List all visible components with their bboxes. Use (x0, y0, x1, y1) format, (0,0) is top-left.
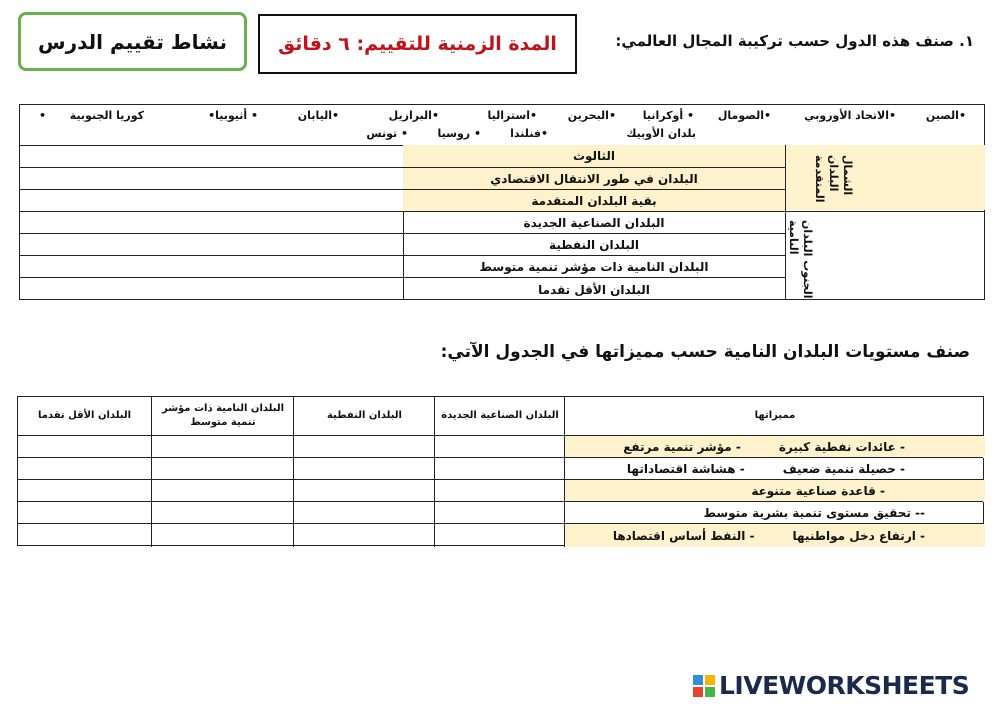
country-item[interactable]: كوريا الجنوبية (69, 109, 144, 122)
country-item[interactable]: • تونس (366, 127, 408, 140)
classification-table (19, 104, 985, 300)
liveworksheets-logo (693, 671, 969, 700)
header-new-industrial: البلدان الصناعية الجديدة (434, 397, 565, 435)
country-item[interactable]: •البرازيل (388, 109, 439, 122)
feature-item[interactable]: - قاعدة صناعية متنوعة (565, 480, 985, 502)
lesson-title: نشاط تقييم الدرس (37, 29, 227, 54)
category-row: البلدان الأقل تقدما (403, 277, 785, 301)
header-features: مميزاتها (564, 397, 985, 435)
group-north-label: الشمال البلدان المتقدمة (813, 155, 854, 203)
table-row (18, 457, 983, 480)
group-south (786, 211, 985, 301)
table-row (18, 501, 983, 524)
drop-zone[interactable] (20, 145, 403, 167)
category-row: الثالوث (403, 145, 785, 167)
group-south-label: الجنوب البلدان النامية (787, 220, 814, 299)
feature-item[interactable]: - عائدات نفطية كبيرة - مؤشر تنمية مرتفع (565, 436, 985, 458)
lesson-title-box (18, 12, 247, 71)
question-2: صنف مستويات البلدان النامية حسب مميزاتها في الجدول الآتي: (440, 342, 970, 362)
drop-zone[interactable] (20, 167, 403, 190)
logo-text: LIVEWORKSHEETS (719, 671, 970, 700)
country-item[interactable]: •البحرين (567, 109, 616, 122)
country-item[interactable]: • أوكرانيا (642, 109, 694, 122)
country-item[interactable]: •الصين (925, 109, 966, 122)
drop-zone[interactable] (20, 189, 403, 212)
drop-zone[interactable] (20, 233, 403, 256)
category-row: البلدان النامية ذات مؤشر تنمية متوسط (403, 255, 785, 278)
timer-box (258, 14, 577, 74)
features-table (17, 396, 984, 546)
drop-zone[interactable] (20, 211, 403, 234)
header-least-developed: البلدان الأقل تقدما (37, 410, 132, 421)
logo-mark-icon (693, 675, 715, 697)
country-item[interactable]: •الصومال (717, 109, 771, 122)
category-row: البلدان في طور الانتقال الاقتصادي (403, 167, 785, 190)
timer-text: المدة الزمنية للتقييم: ٦ دقائق (278, 33, 557, 55)
country-item[interactable]: •الاتحاد الأوروبي (804, 109, 896, 122)
drop-zone[interactable] (20, 277, 403, 301)
feature-item[interactable]: - ارتفاع دخل مواطنيها - النفط أساس اقتصادها (565, 524, 985, 547)
group-north (786, 145, 985, 210)
country-item[interactable]: • روسيا (437, 127, 481, 140)
country-item[interactable]: بلدان الأوبيك (626, 127, 696, 140)
feature-item[interactable]: -- تحقيق مستوى تنمية بشرية متوسط (703, 506, 925, 520)
question-1: ١. صنف هذه الدول حسب تركيبة المجال العالمي: (615, 32, 974, 50)
countries-row (20, 105, 984, 146)
country-item[interactable]: •استراليا (487, 109, 537, 122)
category-row: البلدان النفطية (403, 233, 785, 256)
country-item[interactable]: •فنلندا (510, 127, 548, 140)
table-row (18, 435, 983, 458)
category-row: البلدان الصناعية الجديدة (403, 211, 785, 234)
country-item[interactable]: •اليابان (297, 109, 339, 122)
country-item[interactable]: • أثيوبيا• (208, 109, 258, 122)
drop-zone[interactable] (20, 255, 403, 278)
feature-item[interactable]: - حصيلة تنمية ضعيف - هشاشة اقتصاداتها (626, 462, 905, 476)
table-row (18, 523, 983, 547)
header-oil: البلدان النفطية (293, 397, 435, 435)
header-medium-dev: البلدان النامية ذات مؤشر تنمية متوسط (151, 397, 294, 435)
table-row (18, 479, 983, 502)
country-item[interactable]: • (38, 109, 46, 122)
category-row: بقية البلدان المتقدمة (403, 189, 785, 212)
